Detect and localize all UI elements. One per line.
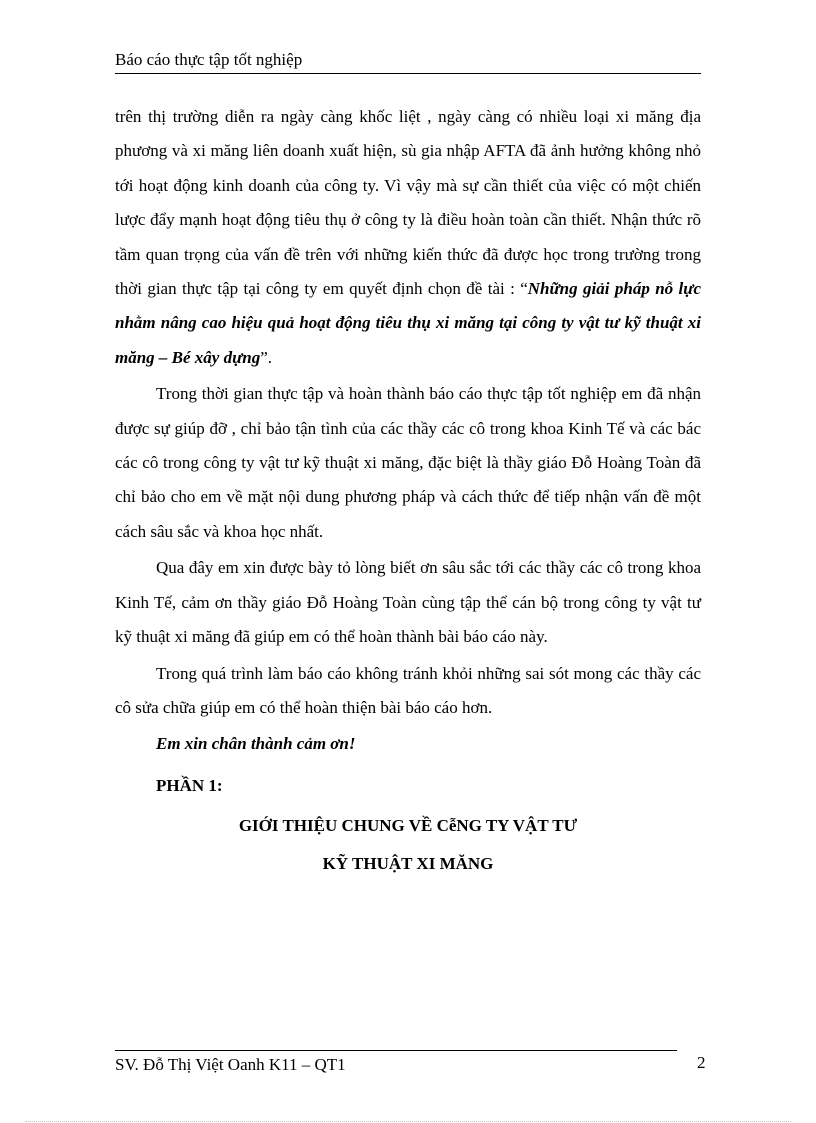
paragraph-apology: Trong quá trình làm báo cáo không tránh khỏi những sai sót mong các thầy các cô sửa chữa giúp em có thể hoàn thiện bài báo cáo hơn. [115, 663, 701, 717]
page-number: 2 [697, 1053, 706, 1072]
section-title-line-1: GIỚI THIỆU CHUNG VỀ CễNG TY VẬT TƯ [238, 816, 578, 836]
footer-author: SV. Đỗ Thị Việt Oanh K11 – QT1 [115, 1055, 346, 1074]
footer-divider [115, 1050, 677, 1051]
section-title-line-2: KỸ THUẬT XI MĂNG [322, 854, 494, 874]
paragraph-acknowledgement: Trong thời gian thực tập và hoàn thành báo cáo thực tập tốt nghiệp em đã nhận được sự giúp đỡ , chỉ bảo tận tình của các thầy các cô trong khoa Kinh Tế và các bác các cô trong công ty vật tư kỹ thuật xi măng, đặc biệt là thầy giáo Đỗ Hoàng Toàn đã chỉ bảo cho em về mặt nội dung phương pháp và cách thức để tiếp nhận vấn đề một cách sâu sắc và khoa học nhất. [115, 384, 701, 541]
header-title: Báo cáo thực tập tốt nghiệp [115, 50, 303, 69]
paragraph-intro-text: trên thị trường diễn ra ngày càng khốc liệt , ngày càng có nhiều loại xi măng địa phương và xi măng liên doanh xuất hiện, sù gia nhập AFTA đã ảnh hưởng không nhỏ tới hoạt động kinh doanh của công ty. Vì vậy mà sự cần thiết của việc có một chiến lược đẩy mạnh hoạt động tiêu thụ ở công ty là điều hoàn toàn cần thiết. Nhận thức rõ tầm quan trọng của vấn đề trên với những kiến thức đã được học trong trường trong thời gian thực tập tại công ty em quyết định chọn đề tài : “ [115, 107, 701, 299]
part-label: PHẦN 1: [156, 776, 223, 796]
page-edge-divider [25, 1121, 791, 1122]
document-body [115, 100, 701, 883]
paragraph-gratitude: Qua đây em xin được bày tỏ lòng biết ơn sâu sắc tới các thầy các cô trong khoa Kinh Tế, cảm ơn thầy giáo Đỗ Hoàng Toàn cùng tập thể cán bộ trong công ty vật tư kỹ thuật xi măng đã giúp em có thể hoàn thành bài báo cáo này. [115, 558, 701, 647]
paragraph-intro-end: ”. [260, 347, 273, 367]
paragraph-intro [115, 100, 701, 375]
page-header [115, 50, 701, 74]
thesis-topic: Những giải pháp nỗ lực nhằm nâng cao hiệu quả hoạt động tiêu thụ xi măng tại công ty vật tư kỹ thuật xi măng – Bé xây dựng [115, 279, 701, 367]
closing-thanks: Em xin chân thành cảm ơn! [156, 734, 356, 754]
